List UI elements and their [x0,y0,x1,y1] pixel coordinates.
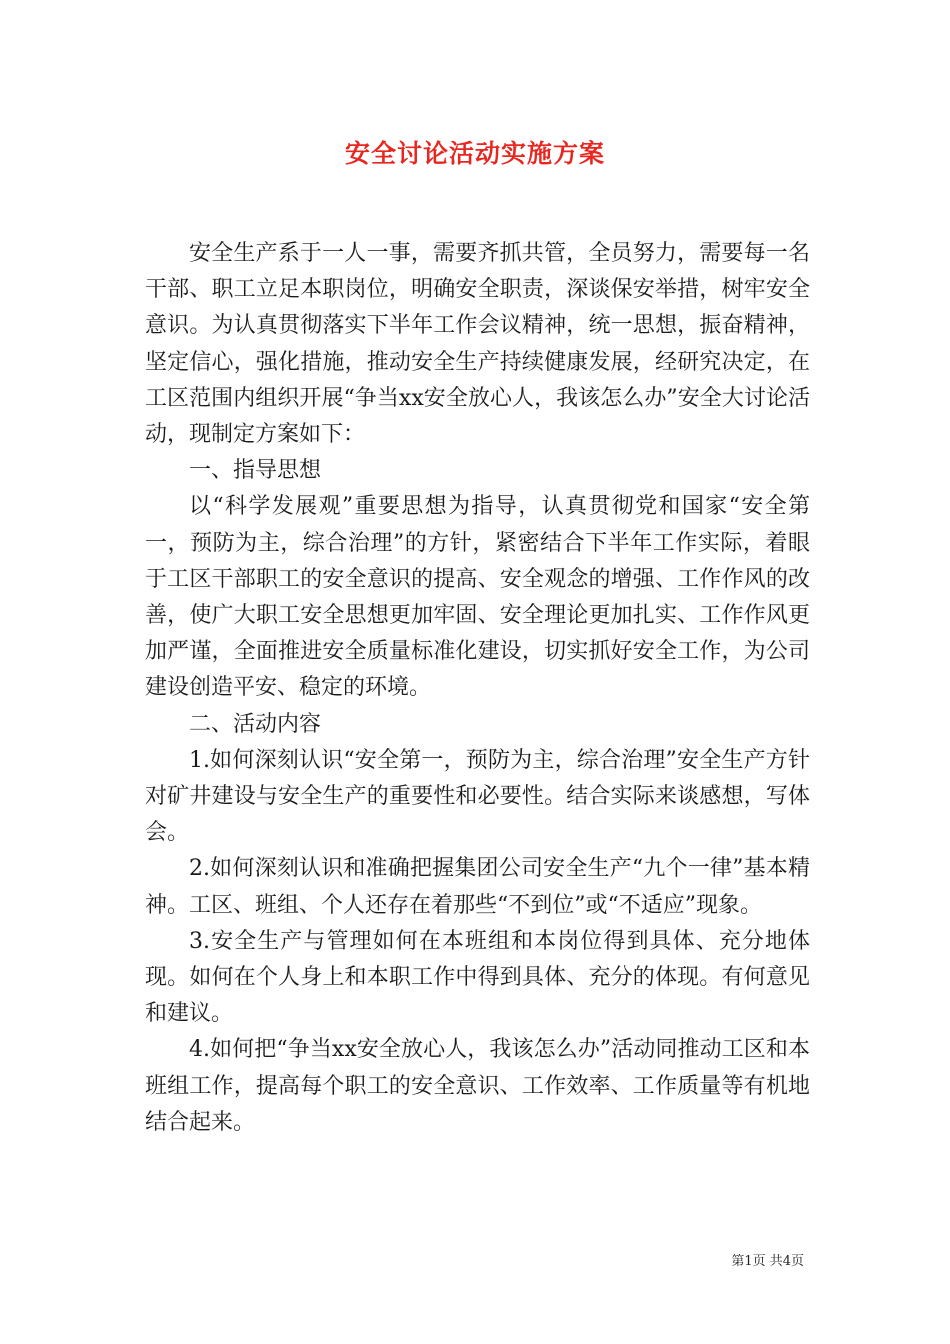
activity-item-2: 2.如何深刻认识和准确把握集团公司安全生产“九个一律”基本精神。工区、班组、个人还存在着那些“不到位”或“不适应”现象。 [145,856,810,918]
activity-item-3: 3.安全生产与管理如何在本班组和本岗位得到具体、充分地体现。如何在个人身上和本职工作中得到具体、充分的体现。有何意见和建议。 [145,928,810,1027]
activity-item-1: 1.如何深刻认识“安全第一，预防为主，综合治理”安全生产方针对矿井建设与安全生产的重要性和必要性。结合实际来谈感想，写体会。 [145,747,810,846]
intro-paragraph: 安全生产系于一人一事，需要齐抓共管，全员努力，需要每一名干部、职工立足本职岗位，明确安全职责，深谈保安举措，树牢安全意识。为认真贯彻落实下半年工作会议精神，统一思想，振奋精神，坚定信心，强化措施，推动安全生产持续健康发展，经研究决定，在工区范围内组织开展“争当xx安全放心人，我该怎么办”安全大讨论活动，现制定方案如下： [145,241,810,448]
document-title: 安全讨论活动实施方案 [344,139,605,168]
activity-item-4: 4.如何把“争当xx安全放心人，我该怎么办”活动同推动工区和本班组工作，提高每个职工的安全意识、工作效率、工作质量等有机地结合起来。 [145,1037,810,1135]
guiding-ideology-paragraph: 以“科学发展观”重要思想为指导，认真贯彻党和国家“安全第一，预防为主，综合治理”的方针，紧密结合下半年工作实际，着眼于工区干部职工的安全意识的提高、安全观念的增强、工作作风的改善，使广大职工安全思想更加牢固、安全理论更加扎实、工作作风更加严谨，全面推进安全质量标准化建设，切实抓好安全工作，为公司建设创造平安、稳定的环境。 [145,494,810,701]
page-number-footer: 第1页 共4页 [731,1254,804,1269]
section-heading-activity-content: 二、活动内容 [189,711,322,737]
section-heading-guiding-ideology: 一、指导思想 [189,458,322,484]
document-body [145,236,810,1141]
